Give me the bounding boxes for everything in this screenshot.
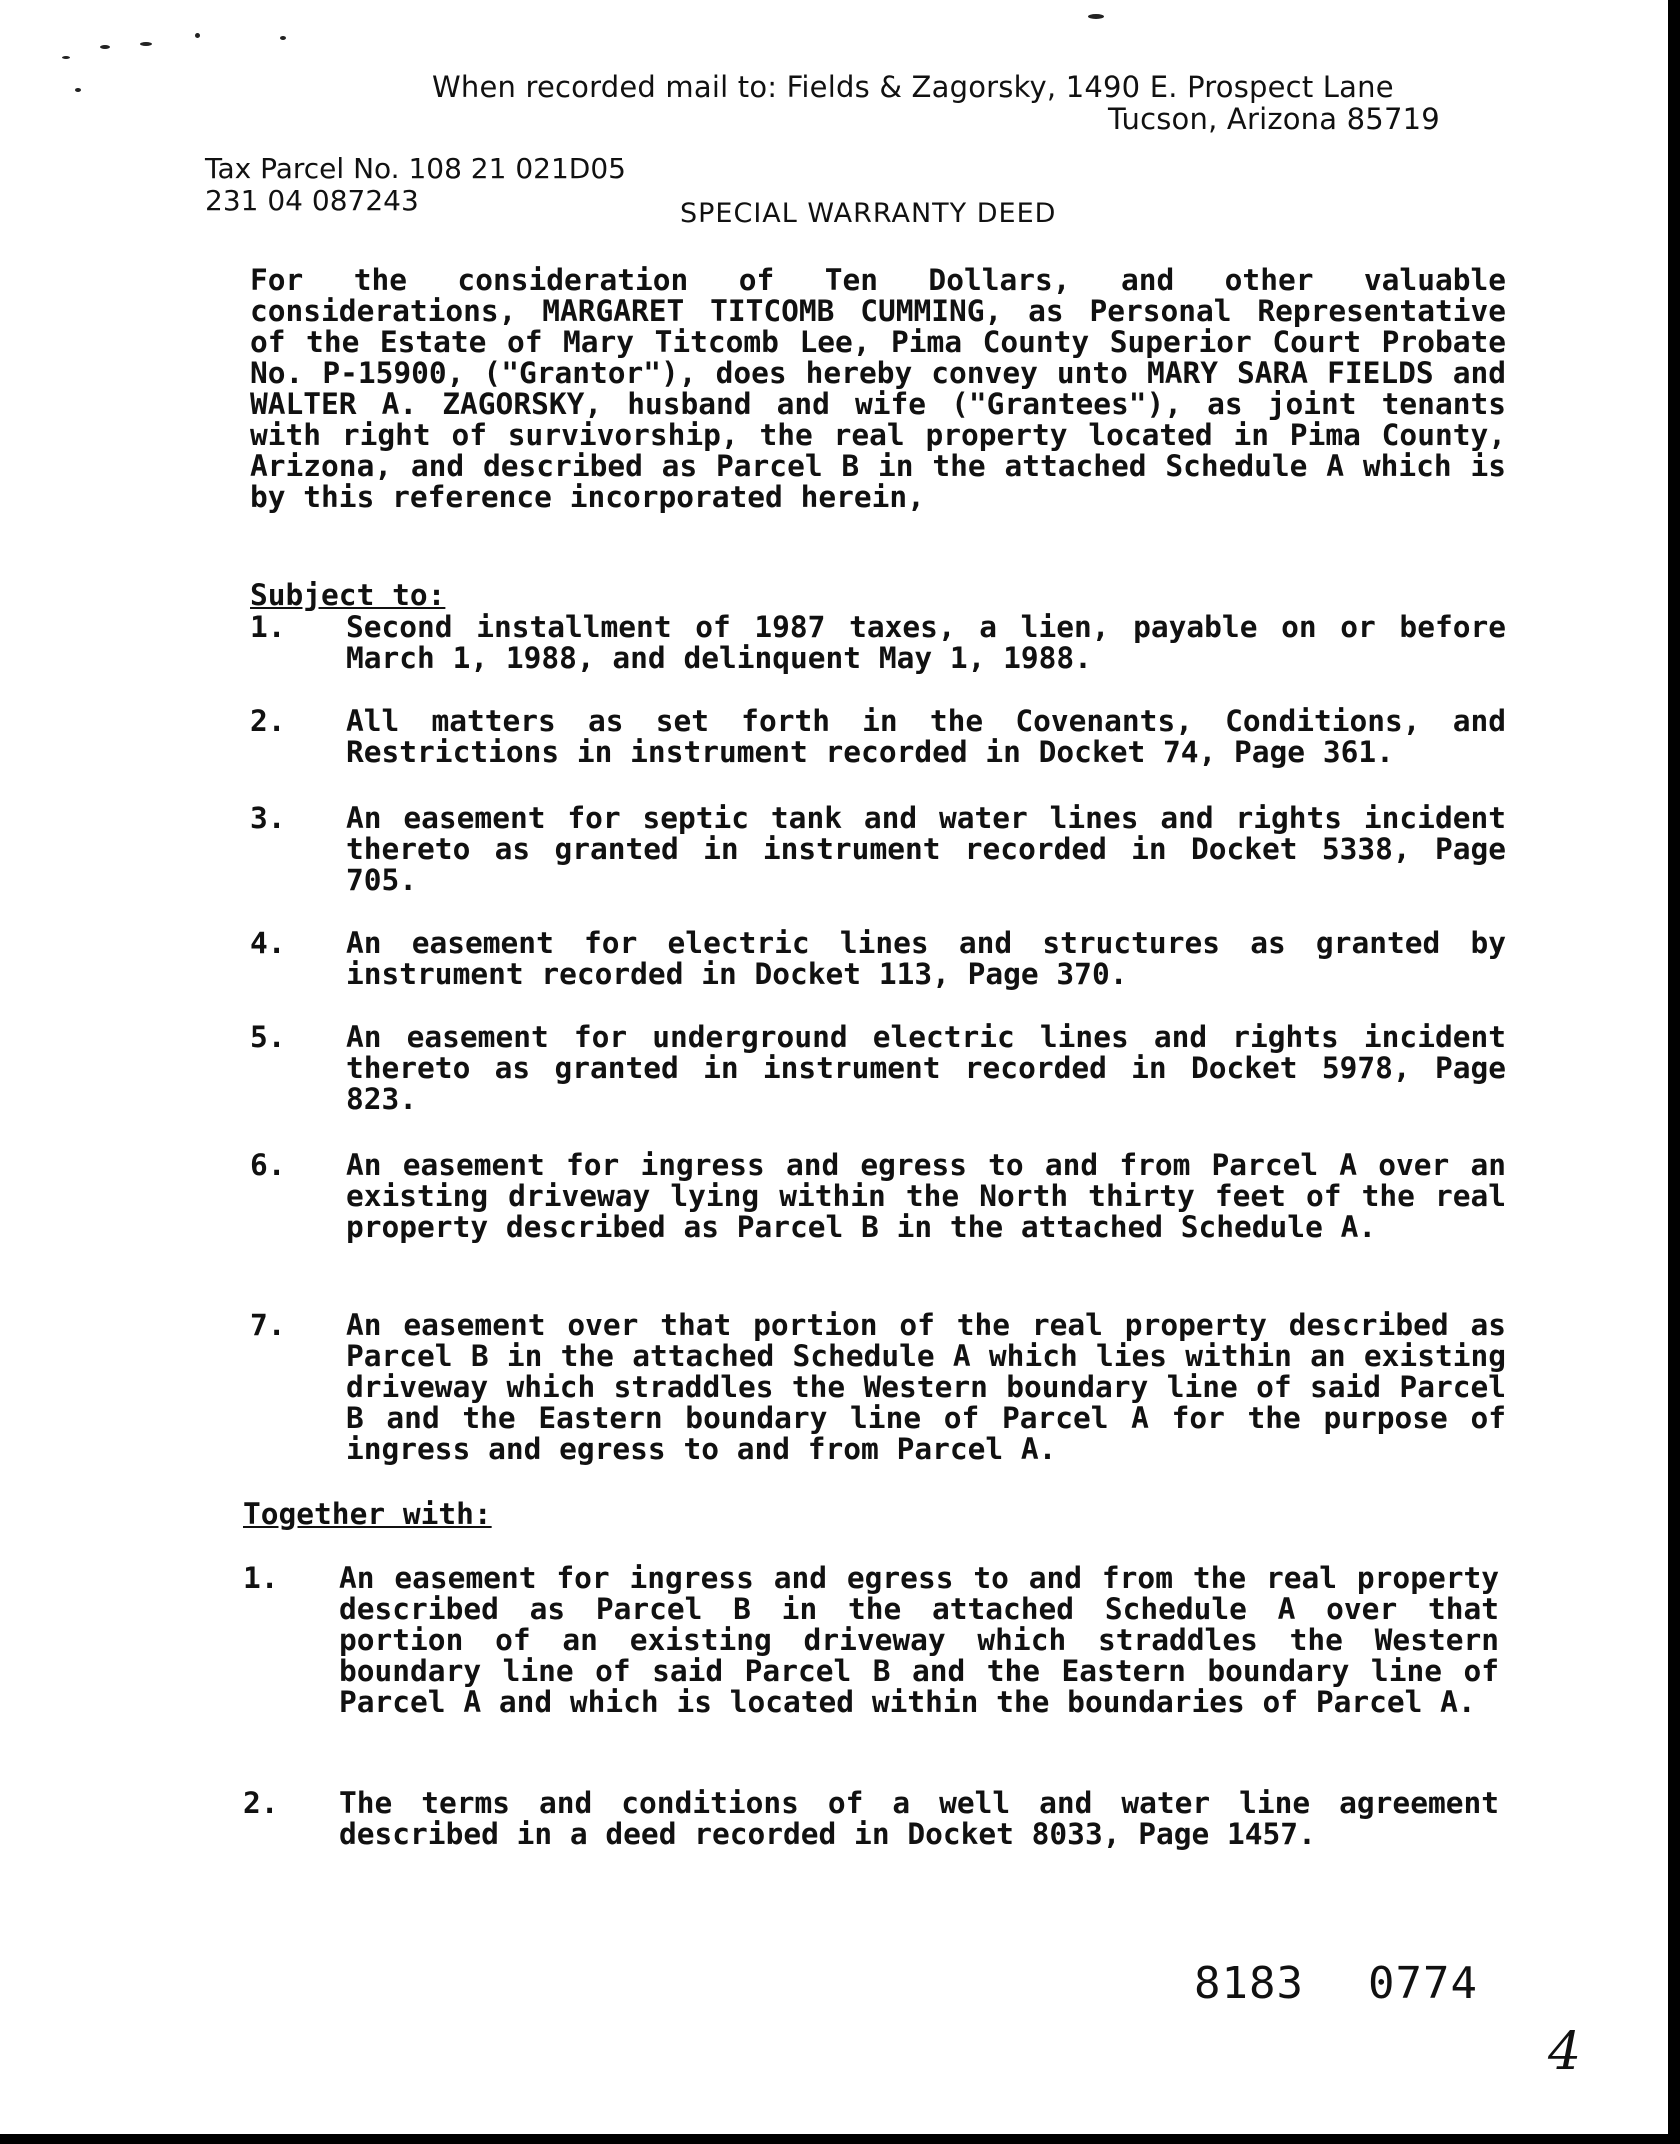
item-text: An easement for septic tank and water lines and rights incident thereto as granted in instrument recorded in Docket 5338, Page 705.: [346, 801, 1506, 897]
together-with-heading: Together with:: [243, 1497, 492, 1531]
item-text: An easement for electric lines and structures as granted by instrument recorded in Docket 113, Page 370.: [346, 926, 1506, 991]
item-text: An easement for underground electric lines and rights incident thereto as granted in instrument recorded in Docket 5978, Page 823.: [346, 1020, 1506, 1116]
mail-to-line: When recorded mail to: Fields & Zagorsky, 1490 E. Prospect Lane: [432, 70, 1394, 104]
scan-border: [1668, 0, 1680, 2144]
scan-speck: [75, 88, 81, 92]
item-number: 3.: [250, 801, 286, 835]
scan-speck: [140, 42, 152, 46]
docket-number: 8183: [1194, 1958, 1304, 2009]
city-line: Tucson, Arizona 85719: [1108, 102, 1440, 136]
item-text: All matters as set forth in the Covenants, Conditions, and Restrictions in instrument recorded in Docket 74, Page 361.: [346, 704, 1506, 769]
scan-speck: [195, 33, 200, 38]
scan-speck: [62, 56, 70, 59]
item-text: The terms and conditions of a well and water line agreement described in a deed recorded in Docket 8033, Page 1457.: [339, 1786, 1499, 1851]
item-text: An easement over that portion of the real property described as Parcel B in the attached Schedule A which lies within an existing driveway which straddles the Western boundary line of said Parcel B and the Eastern boundary line of Parcel A for the purpose of ingress and egress to and from Parcel A.: [346, 1308, 1506, 1466]
item-text: An easement for ingress and egress to and from the real property described as Parcel B in the attached Schedule A over that portion of an existing driveway which straddles the Western boundary line of said Parcel B and the Eastern boundary line of Parcel A and which is located within the boundaries of Parcel A.: [339, 1561, 1499, 1719]
item-number: 1.: [250, 610, 286, 644]
scan-speck: [1088, 14, 1104, 19]
item-number: 4.: [250, 926, 286, 960]
item-number: 7.: [250, 1308, 286, 1342]
item-number: 1.: [243, 1561, 279, 1595]
subject-to-heading: Subject to:: [250, 578, 446, 612]
tax-parcel-line-2: 231 04 087243: [205, 184, 419, 217]
page-title: SPECIAL WARRANTY DEED: [680, 198, 1057, 229]
item-number: 5.: [250, 1020, 286, 1054]
page-number: 0774: [1368, 1958, 1478, 2009]
item-text: Second installment of 1987 taxes, a lien, payable on or before March 1, 1988, and delinquent May 1, 1988.: [346, 610, 1506, 675]
item-number: 2.: [243, 1786, 279, 1820]
item-text: An easement for ingress and egress to and from Parcel A over an existing driveway lying within the North thirty feet of the real property described as Parcel B in the attached Schedule A.: [346, 1148, 1506, 1244]
item-number: 6.: [250, 1148, 286, 1182]
tax-parcel-line: Tax Parcel No. 108 21 021D05: [205, 152, 626, 185]
scan-speck: [280, 36, 286, 40]
item-number: 2.: [250, 704, 286, 738]
scan-speck: [100, 45, 110, 49]
handwritten-page-mark: 4: [1548, 2022, 1582, 2082]
intro-paragraph: For the consideration of Ten Dollars, and other valuable considerations, MARGARET TITCOMB CUMMING, as Personal Representative of the Estate of Mary Titcomb Lee, Pima County Superior Court Probate No. P-15900, ("Grantor"), does hereby convey unto MARY SARA FIELDS and WALTER A. ZAGORSKY, husband and wife ("Grantees"), as joint tenants with right of survivorship, the real property located in Pima County, Arizona, and described as Parcel B in the attached Schedule A which is by this reference incorporated herein,: [250, 263, 1506, 514]
scan-border: [0, 2134, 1680, 2144]
